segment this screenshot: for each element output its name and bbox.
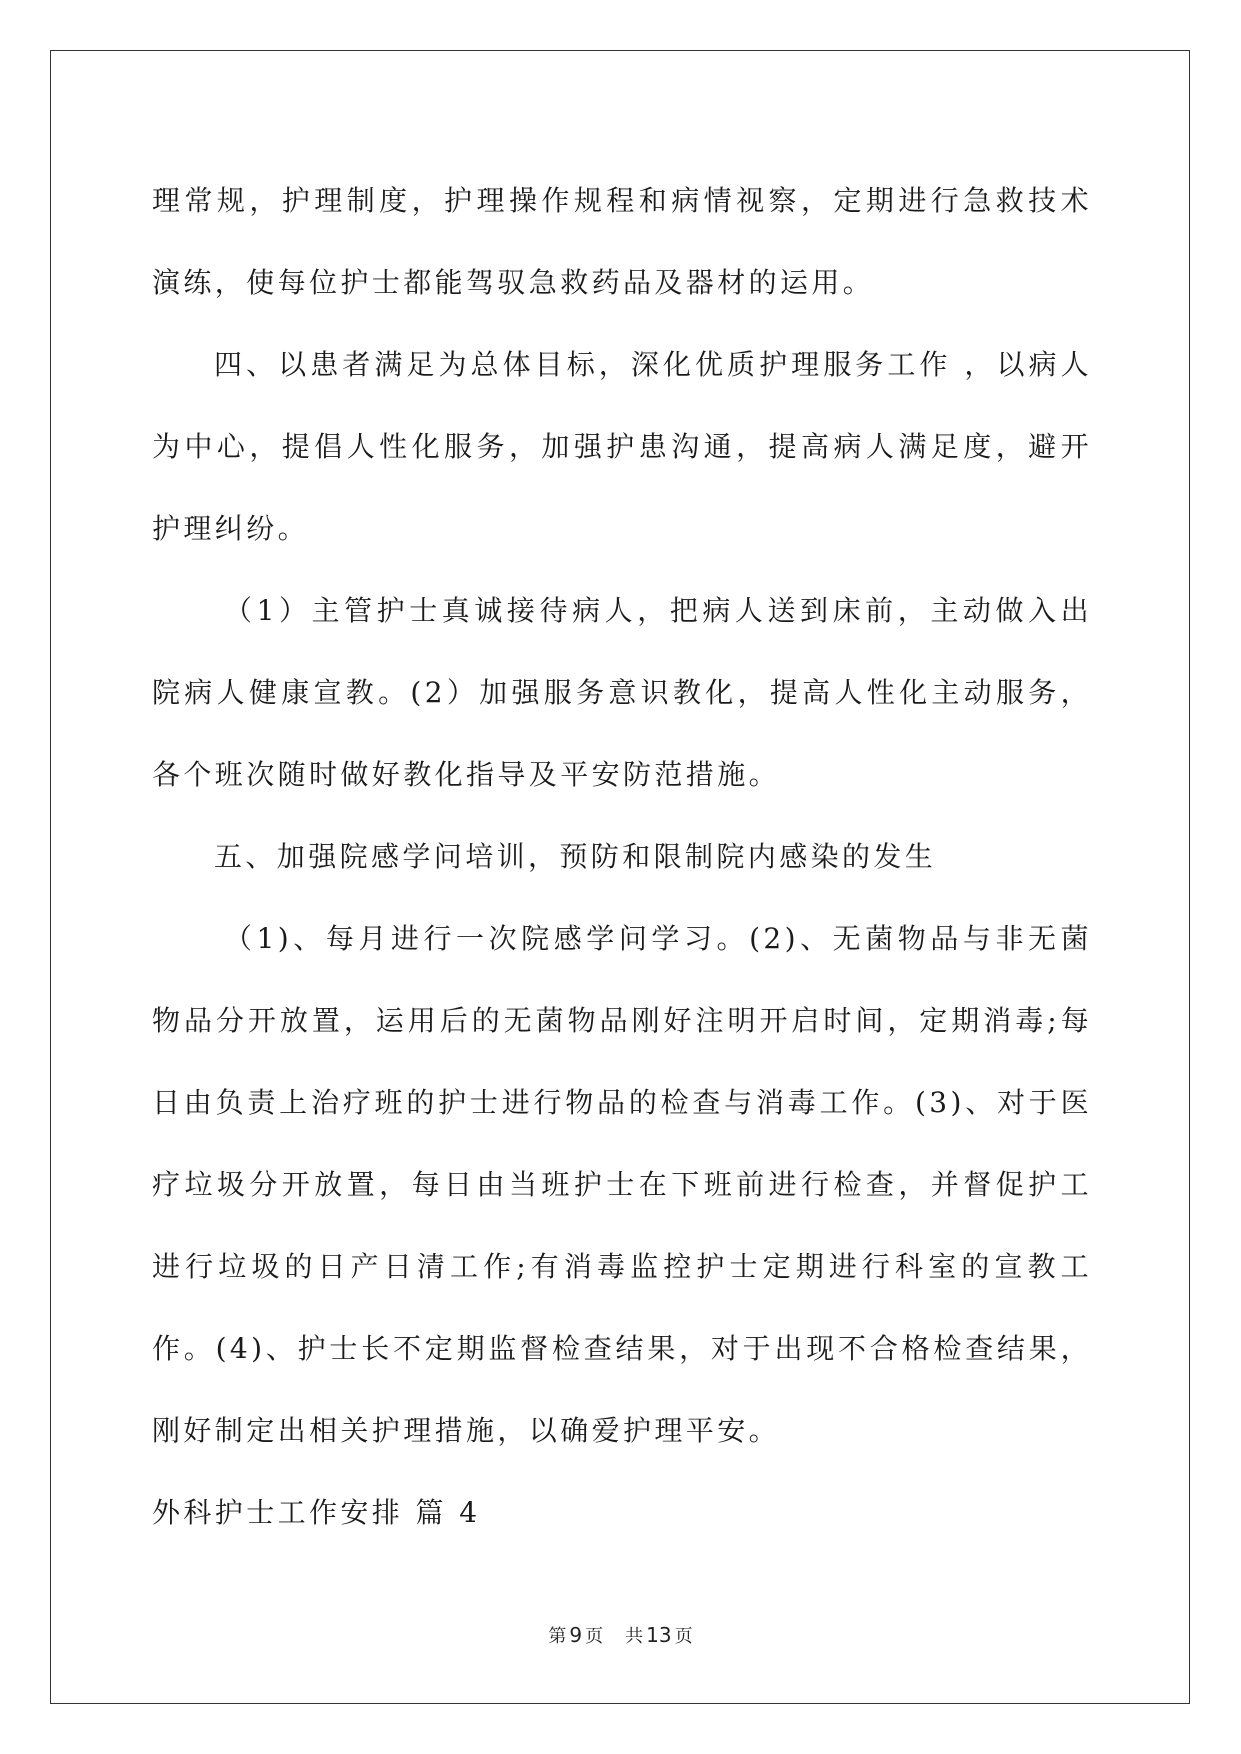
paragraph-patient-service: （1）主管护士真诚接待病人，把病人送到床前，主动做入出院病人健康宣教。(2）加强服务意识教化，提高人性化主动服务，各个班次随时做好教化指导及平安防范措施。 [152, 594, 1092, 791]
paragraph-section-five: 五、加强院感学问培训，预防和限制院内感染的发生 [214, 840, 937, 873]
paragraph-infection-control: （1)、每月进行一次院感学问学习。(2)、无菌物品与非无菌物品分开放置，运用后的无菌物品刚好注明开启时间，定期消毒;每日由负责上治疗班的护士进行物品的检查与消毒工作。(3)、对于医疗垃圾分开放置，每日由当班护士在下班前进行检查，并督促护工进行垃圾的日产日清工作;有消毒监控护士定期进行科室的宣教工作。(4)、护士长不定期监督检查结果，对于出现不合格检查结果，刚好制定出相关护理措施，以确爱护理平安。 [152, 922, 1092, 1447]
document-body [152, 160, 1092, 1554]
footer-total-prefix: 共 [625, 1626, 644, 1647]
footer-total-pages: 13 [646, 1623, 672, 1647]
paragraph-section-four: 四、以患者满足为总体目标，深化优质护理服务工作 ，以病人为中心，提倡人性化服务，加强护患沟通，提高病人满足度，避开护理纠纷。 [152, 348, 1092, 545]
page-footer [0, 1622, 1241, 1648]
section-heading-part-4: 外科护士工作安排 篇 4 [152, 1496, 481, 1529]
footer-page-suffix: 页 [585, 1626, 604, 1647]
footer-page-prefix: 第 [548, 1626, 567, 1647]
footer-total-suffix: 页 [674, 1626, 693, 1647]
footer-page-number: 9 [569, 1623, 583, 1647]
paragraph-routine-training: 理常规，护理制度，护理操作规程和病情视察，定期进行急救技术演练，使每位护士都能驾驭急救药品及器材的运用。 [152, 184, 1092, 299]
